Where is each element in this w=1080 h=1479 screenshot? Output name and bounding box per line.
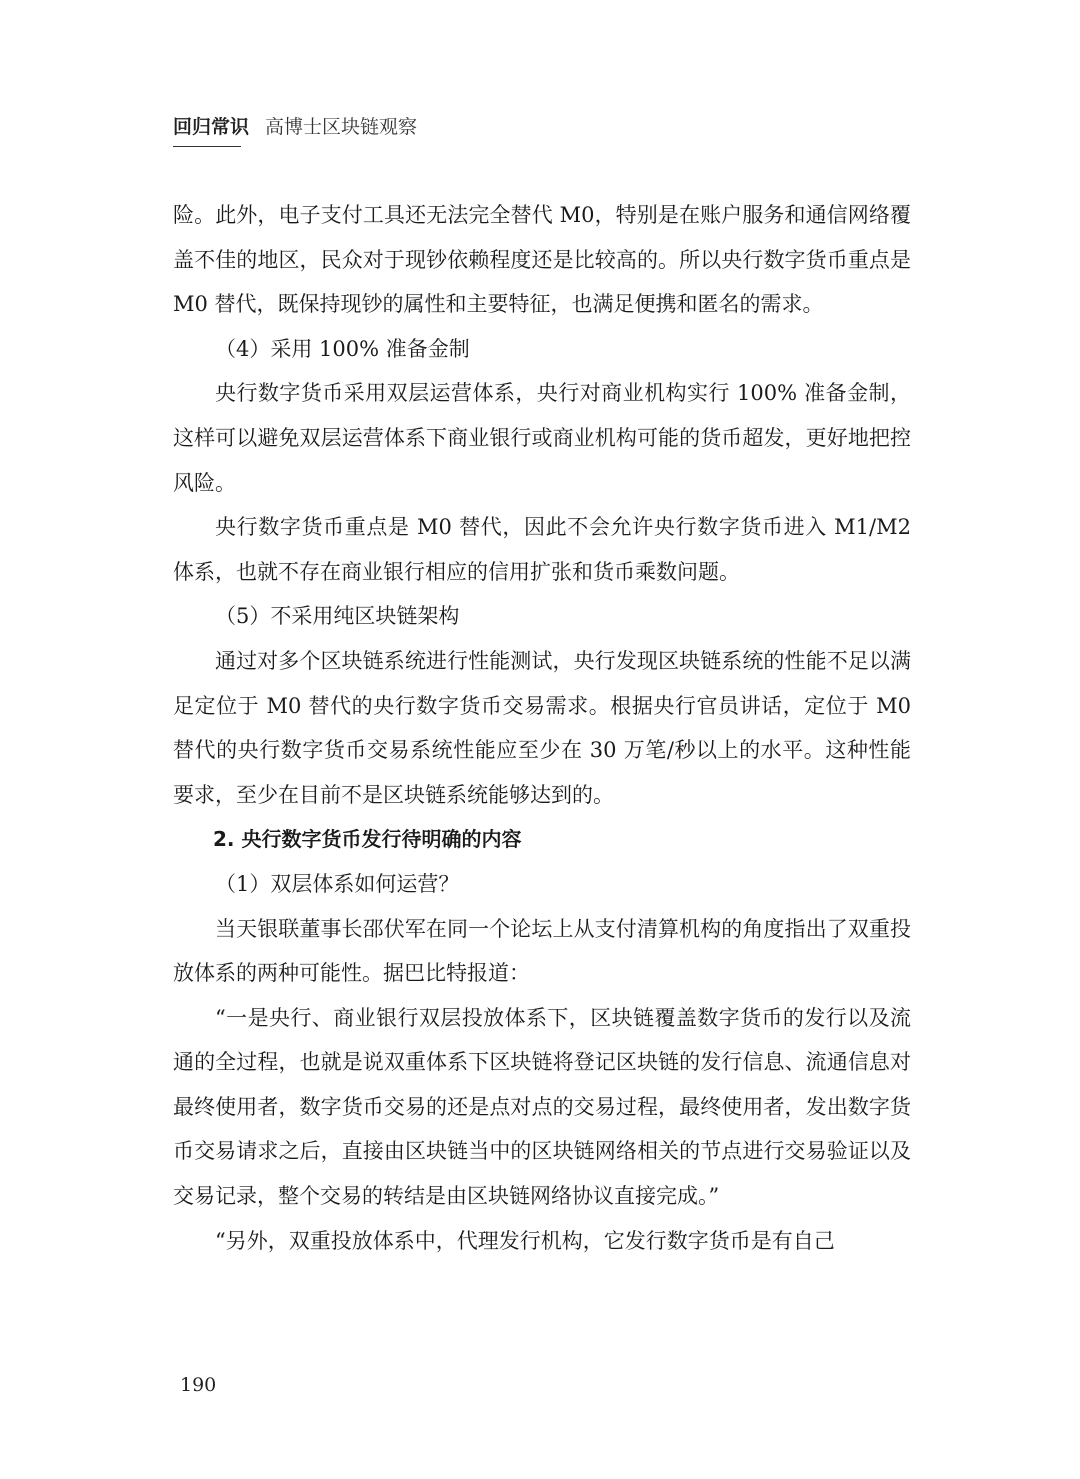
quote-paragraph: “一是央行、商业银行双层投放体系下，区块链覆盖数字货币的发行以及流通的全过程，也就是说双重体系下区块链将登记区块链的发行信息、流通信息对最终使用者，数字货币交易的还是点对点的交易过程，最终使用者，发出数字货币交易请求之后，直接由区块链当中的区块链网络相关的节点进行交易验证以及交易记录，整个交易的转结是由区块链网络协议直接完成。” [173,1005,911,1209]
paragraph: 央行数字货币采用双层运营体系，央行对商业机构实行 100% 准备金制，这样可以避免双层运营体系下商业银行或商业机构可能的货币超发，更好地把控风险。 [173,381,911,495]
running-header [173,112,417,146]
paragraph: 央行数字货币重点是 M0 替代，因此不会允许央行数字货币进入 M1/M2 体系，也就不存在商业银行相应的信用扩张和货币乘数问题。 [173,515,911,584]
section-title-5: （5）不采用纯区块链架构 [215,604,460,629]
paragraph: 当天银联董事长邵伏军在同一个论坛上从支付清算机构的角度指出了双重投放体系的两种可能性。据巴比特报道： [173,916,911,986]
quote-paragraph: “另外，双重投放体系中，代理发行机构，它发行数字货币是有自己 [215,1228,835,1253]
book-title: 回归常识 [173,116,250,138]
header-rule [173,146,241,147]
paragraph: 通过对多个区块链系统进行性能测试，央行发现区块链系统的性能不足以满足定位于 M0 替代的央行数字货币交易需求。根据央行官员讲话，定位于 M0 替代的央行数字货币交易系统性能应至少在 30 万笔/秒以上的水平。这种性能要求，至少在目前不是区块链系统能够达到的。 [173,648,911,807]
section-title-4: （4）采用 100% 准备金制 [215,336,470,361]
section-heading-2: 2. 央行数字货币发行待明确的内容 [213,827,522,852]
page-body [173,193,911,1263]
section-title-1: （1）双层体系如何运营？ [215,871,460,896]
page-number: 190 [180,1374,217,1396]
book-subtitle: 高博士区块链观察 [265,116,418,138]
paragraph-continuation: 险。此外，电子支付工具还无法完全替代 M0，特别是在账户服务和通信网络覆盖不佳的地区，民众对于现钞依赖程度还是比较高的。所以央行数字货币重点是 M0 替代，既保持现钞的属性和主要特征，也满足便携和匿名的需求。 [173,203,911,317]
